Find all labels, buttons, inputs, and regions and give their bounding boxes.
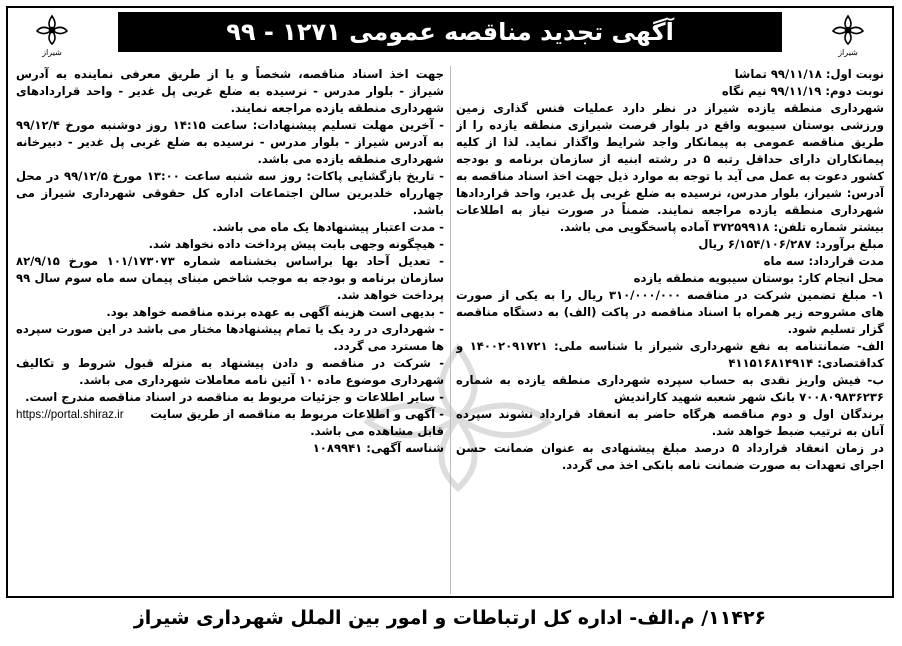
estimated-amount: مبلغ برآورد: ۶/۱۵۴/۱۰۶/۲۸۷ ریال <box>698 237 884 251</box>
opening-date: - تاریخ بازگشایی پاکات: روز سه شنبه ساعت ۱۳:۰۰ مورخ ۹۹/۱۲/۵ در محل چهارراه خلدبرین سالن اجتماعات اداره کل حقوقی شهرداری شیراز می باشد. <box>16 169 444 217</box>
notice-body <box>16 66 884 594</box>
guarantee-amount: ۱- مبلغ تضمین شرکت در مناقصه ۳۱۰/۰۰۰/۰۰۰ ریال را به یکی از صورت های مشروحه زیر همراه با اسناد مناقصه در پاکت (الف) به دستگاه مناقصه گزار تسلیم شود. <box>456 288 884 336</box>
website-line <box>16 406 444 423</box>
flower-logo-icon <box>825 12 871 48</box>
column-divider <box>450 66 451 594</box>
participation-terms: - شرکت در مناقصه و دادن پیشنهاد به منزله قبول شروط و تکالیف شهرداری موضوع ماده ۱۰ آئین نامه معاملات شهرداری می باشد. <box>16 356 444 387</box>
rejection-right: - شهرداری در رد یک یا تمام پیشنهادها مختار می باشد در این صورت سپرده ها مسترد می گردد. <box>16 322 444 353</box>
work-location: محل انجام کار: بوستان سیبویه منطقه یازده <box>633 271 884 285</box>
submission-deadline: - آخرین مهلت تسلیم پیشنهادات: ساعت ۱۴:۱۵ روز دوشنبه مورخ ۹۹/۱۲/۴ به آدرس شیراز - بلوار مدرس - نرسیده به ضلع غربی پل غدیر - دبیرخانه شهرداری منطقه یازده می باشد. <box>16 118 444 166</box>
ad-cost: - بدیهی است هزینه آگهی به عهده برنده مناقصه خواهد بود. <box>106 305 444 319</box>
ad-id: شناسه آگهی: ۱۰۸۹۹۴۱ <box>312 441 444 455</box>
documents-address: جهت اخذ اسناد مناقصه، شخصاً و یا از طریق معرفی نماینده به آدرس شیراز - بلوار مدرس - نرسیده به ضلع غربی پل غدیر - واحد قراردادهای شهرداری منطقه یازده مراجعه نمایند. <box>16 67 444 115</box>
website-link[interactable]: https://portal.shiraz.ir <box>16 408 124 421</box>
forfeit-clause: برندگان اول و دوم مناقصه هرگاه حاضر به انعقاد قرارداد نشوند سپرده آنان به ترتیب ضبط خواهد شد. <box>456 407 884 438</box>
shiraz-logo-left <box>22 12 82 66</box>
flower-logo-icon <box>29 12 75 48</box>
price-adjustment: - تعدیل آحاد بها براساس بخشنامه شماره ۱۰۱/۱۷۳۰۷۳ مورخ ۸۲/۹/۱۵ سازمان برنامه و بودجه به موجب شاخص مبنای پیمان سه ماه سوم سال ۹۹ پرداخت خواهد شد. <box>16 254 444 302</box>
footer-publisher: ۱۱۴۲۶/ م.الف- اداره کل ارتباطات و امور بین الملل شهرداری شیراز <box>6 596 894 638</box>
right-column <box>456 66 884 594</box>
other-details: - سایر اطلاعات و جزئیات مربوط به مناقصه در اسناد مناقصه مندرج است. <box>25 390 444 404</box>
cash-deposit: ب- فیش واریز نقدی به حساب سپرده شهرداری منطقه یازده به شماره ۷۰۰۸۰۹۸۳۶۲۳۶ بانک شهر شعبه شهید کارانديش <box>456 373 884 404</box>
notice-title: آگهی تجدید مناقصه عمومی ۱۲۷۱ - ۹۹ <box>118 12 782 52</box>
website-text: - آگهی و اطلاعات مربوط به مناقصه از طریق سایت <box>150 407 444 421</box>
first-publication: نوبت اول: ۹۹/۱۱/۱۸ تماشا <box>734 67 884 81</box>
left-column <box>16 66 444 594</box>
second-publication: نوبت دوم: ۹۹/۱۱/۱۹ نیم نگاه <box>721 84 884 98</box>
header <box>8 8 892 60</box>
no-prepayment: - هیچگونه وجهی بابت پیش پرداخت داده نخواهد شد. <box>148 237 444 251</box>
logo-caption: شیراز <box>42 48 62 57</box>
tender-description: شهرداری منطقه یازده شیراز در نظر دارد عملیات فنس گذاری زمین ورزشی بوستان سیبویه واقع در بلوار فرصت شیرازی منطقه یازده را از طریق مناقصه عمومی به پیمانکار واجد شرایط واگذار نماید. لذا از کلیه پیمانکاران دارای حداقل رتبه ۵ در رشته ابنیه از سازمان برنامه و بودجه کشور دعوت به عمل می آید با توجه به موارد ذیل جهت اخذ اسناد مناقصه به آدرس: شیراز، بلوار مدرس، نرسیده به ضلع غربی پل غدیر، واحد قراردادها شهرداری منطقه یازده مراجعه نمایند. ضمناً در صورت نیاز به اطلاعات بیشتر شماره تلفن: ۳۷۲۵۹۹۱۸ آماده پاسخگویی می باشد. <box>456 101 884 234</box>
performance-bond: در زمان انعقاد قرارداد ۵ درصد مبلغ پیشنهادی به عنوان ضمانت حسن اجرای تعهدات به صورت ضمانت نامه بانکی اخذ می گردد. <box>456 441 884 472</box>
bank-guarantee: الف- ضمانتنامه به نفع شهرداری شیراز با شناسه ملی: ۱۴۰۰۲۰۹۱۷۲۱ و کداقتصادی: ۴۱۱۵۱۶۸۱۴۹۱۴ <box>456 339 884 370</box>
shiraz-logo-right <box>818 12 878 66</box>
viewable-note: قابل مشاهده می باشد. <box>310 424 444 438</box>
contract-duration: مدت قرارداد: سه ماه <box>763 254 884 268</box>
notice-frame <box>6 6 894 638</box>
validity-period: - مدت اعتبار پیشنهادها یک ماه می باشد. <box>212 220 444 234</box>
logo-caption: شیراز <box>838 48 858 57</box>
